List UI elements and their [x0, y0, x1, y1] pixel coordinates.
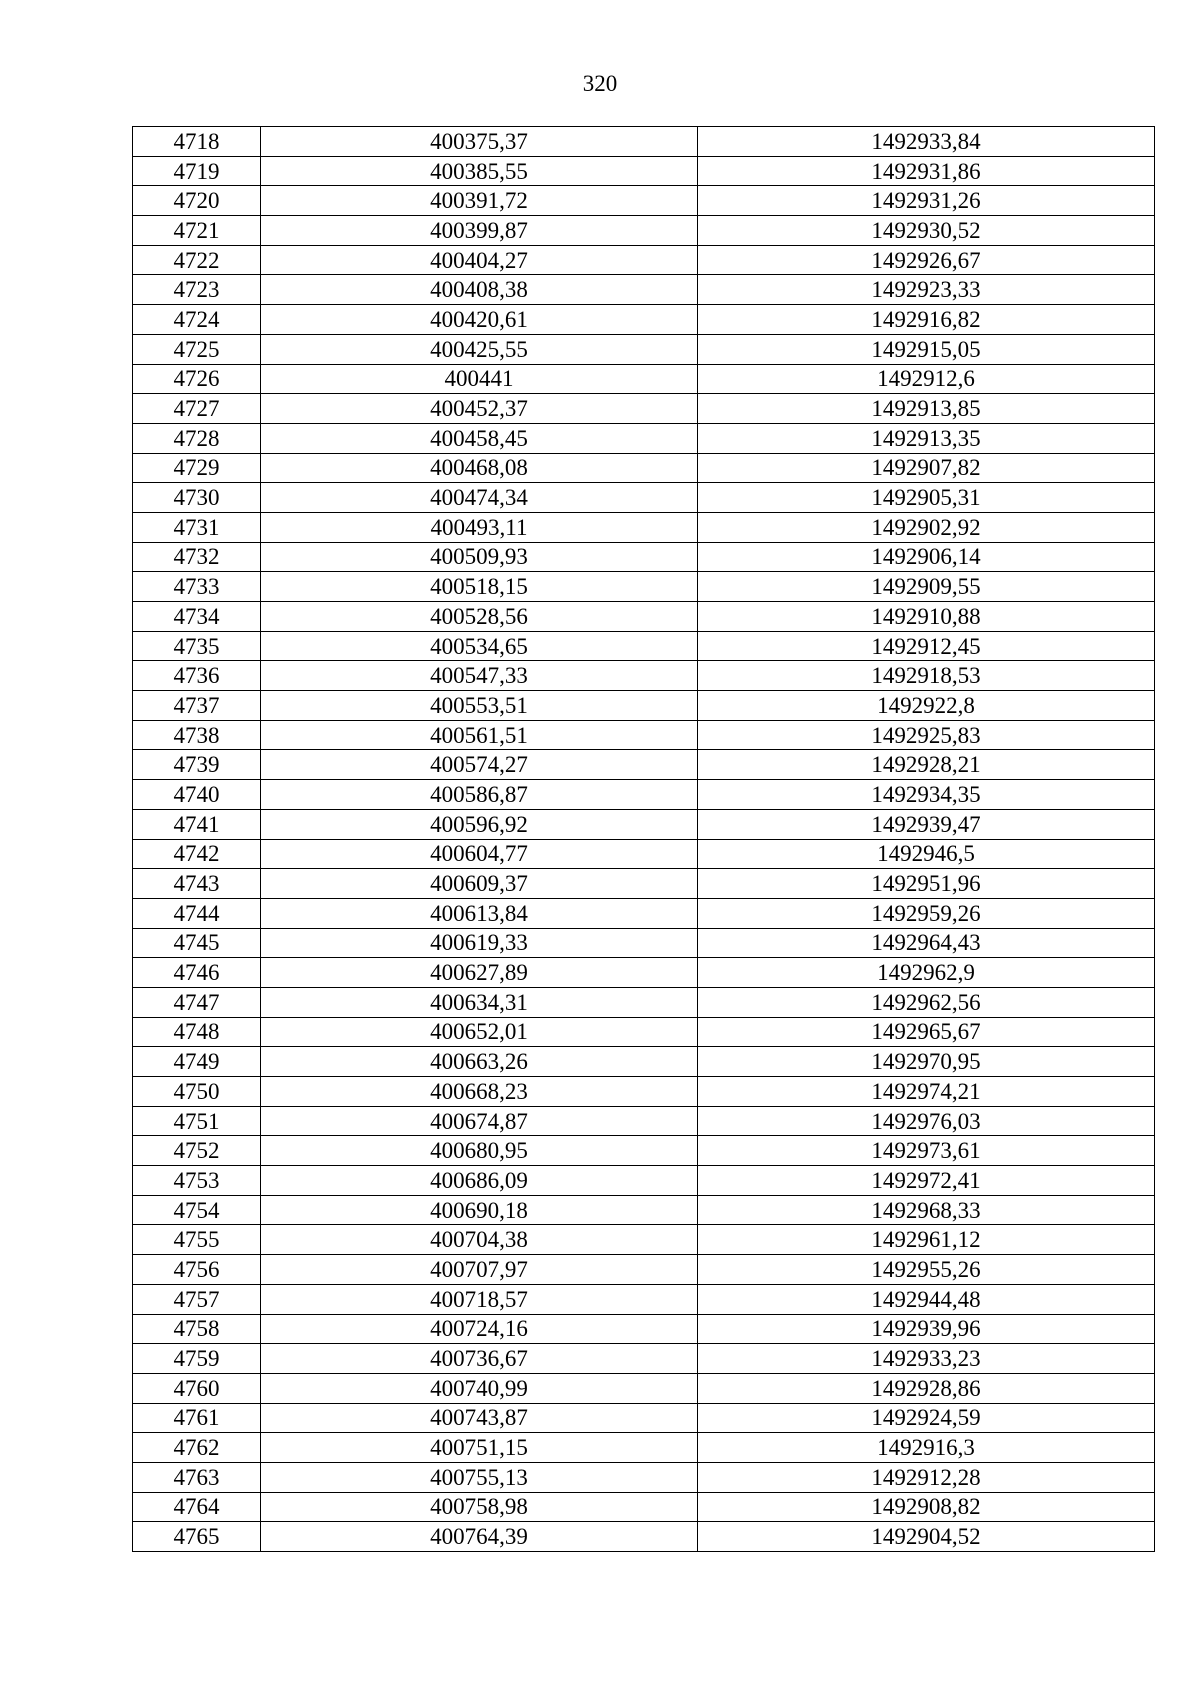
- x-coordinate-cell: 400707,97: [261, 1255, 698, 1285]
- x-coordinate-cell: 400391,72: [261, 186, 698, 216]
- point-number-cell: 4762: [133, 1433, 261, 1463]
- point-number-cell: 4726: [133, 364, 261, 394]
- table-row: [133, 483, 1155, 513]
- y-coordinate-cell: 1492964,43: [698, 928, 1155, 958]
- x-coordinate-cell: 400574,27: [261, 750, 698, 780]
- table-row: [133, 1047, 1155, 1077]
- table-row: [133, 216, 1155, 246]
- table-row: [133, 1284, 1155, 1314]
- y-coordinate-cell: 1492965,67: [698, 1017, 1155, 1047]
- table-row: [133, 1492, 1155, 1522]
- point-number-cell: 4765: [133, 1522, 261, 1552]
- y-coordinate-cell: 1492912,28: [698, 1462, 1155, 1492]
- x-coordinate-cell: 400668,23: [261, 1077, 698, 1107]
- table-row: [133, 691, 1155, 721]
- x-coordinate-cell: 400474,34: [261, 483, 698, 513]
- table-row: [133, 1077, 1155, 1107]
- table-row: [133, 869, 1155, 899]
- x-coordinate-cell: 400619,33: [261, 928, 698, 958]
- y-coordinate-cell: 1492924,59: [698, 1403, 1155, 1433]
- x-coordinate-cell: 400561,51: [261, 720, 698, 750]
- x-coordinate-cell: 400553,51: [261, 691, 698, 721]
- y-coordinate-cell: 1492918,53: [698, 661, 1155, 691]
- y-coordinate-cell: 1492905,31: [698, 483, 1155, 513]
- point-number-cell: 4751: [133, 1106, 261, 1136]
- y-coordinate-cell: 1492923,33: [698, 275, 1155, 305]
- y-coordinate-cell: 1492916,82: [698, 305, 1155, 335]
- x-coordinate-cell: 400452,37: [261, 394, 698, 424]
- y-coordinate-cell: 1492959,26: [698, 898, 1155, 928]
- y-coordinate-cell: 1492904,52: [698, 1522, 1155, 1552]
- table-row: [133, 1017, 1155, 1047]
- table-row: [133, 542, 1155, 572]
- point-number-cell: 4742: [133, 839, 261, 869]
- x-coordinate-cell: 400441: [261, 364, 698, 394]
- y-coordinate-cell: 1492909,55: [698, 572, 1155, 602]
- table-row: [133, 453, 1155, 483]
- y-coordinate-cell: 1492907,82: [698, 453, 1155, 483]
- x-coordinate-cell: 400385,55: [261, 156, 698, 186]
- y-coordinate-cell: 1492922,8: [698, 691, 1155, 721]
- y-coordinate-cell: 1492955,26: [698, 1255, 1155, 1285]
- x-coordinate-cell: 400604,77: [261, 839, 698, 869]
- y-coordinate-cell: 1492976,03: [698, 1106, 1155, 1136]
- y-coordinate-cell: 1492913,35: [698, 423, 1155, 453]
- y-coordinate-cell: 1492912,45: [698, 631, 1155, 661]
- y-coordinate-cell: 1492928,86: [698, 1373, 1155, 1403]
- point-number-cell: 4743: [133, 869, 261, 899]
- table-row: [133, 334, 1155, 364]
- x-coordinate-cell: 400686,09: [261, 1166, 698, 1196]
- table-row: [133, 156, 1155, 186]
- table-row: [133, 423, 1155, 453]
- table-row: [133, 1166, 1155, 1196]
- y-coordinate-cell: 1492939,47: [698, 809, 1155, 839]
- table-row: [133, 127, 1155, 157]
- point-number-cell: 4764: [133, 1492, 261, 1522]
- y-coordinate-cell: 1492968,33: [698, 1195, 1155, 1225]
- table-row: [133, 602, 1155, 632]
- x-coordinate-cell: 400743,87: [261, 1403, 698, 1433]
- point-number-cell: 4721: [133, 216, 261, 246]
- point-number-cell: 4747: [133, 987, 261, 1017]
- y-coordinate-cell: 1492951,96: [698, 869, 1155, 899]
- x-coordinate-cell: 400528,56: [261, 602, 698, 632]
- x-coordinate-cell: 400458,45: [261, 423, 698, 453]
- table-row: [133, 186, 1155, 216]
- y-coordinate-cell: 1492933,84: [698, 127, 1155, 157]
- y-coordinate-cell: 1492961,12: [698, 1225, 1155, 1255]
- x-coordinate-cell: 400724,16: [261, 1314, 698, 1344]
- table-row: [133, 572, 1155, 602]
- point-number-cell: 4736: [133, 661, 261, 691]
- point-number-cell: 4739: [133, 750, 261, 780]
- point-number-cell: 4732: [133, 542, 261, 572]
- y-coordinate-cell: 1492926,67: [698, 245, 1155, 275]
- coordinates-table-body: [133, 127, 1155, 1552]
- table-row: [133, 1106, 1155, 1136]
- y-coordinate-cell: 1492912,6: [698, 364, 1155, 394]
- table-row: [133, 305, 1155, 335]
- point-number-cell: 4730: [133, 483, 261, 513]
- point-number-cell: 4719: [133, 156, 261, 186]
- table-row: [133, 1344, 1155, 1374]
- x-coordinate-cell: 400518,15: [261, 572, 698, 602]
- x-coordinate-cell: 400509,93: [261, 542, 698, 572]
- x-coordinate-cell: 400493,11: [261, 512, 698, 542]
- table-row: [133, 720, 1155, 750]
- point-number-cell: 4738: [133, 720, 261, 750]
- point-number-cell: 4744: [133, 898, 261, 928]
- x-coordinate-cell: 400674,87: [261, 1106, 698, 1136]
- point-number-cell: 4725: [133, 334, 261, 364]
- x-coordinate-cell: 400627,89: [261, 958, 698, 988]
- point-number-cell: 4757: [133, 1284, 261, 1314]
- x-coordinate-cell: 400420,61: [261, 305, 698, 335]
- x-coordinate-cell: 400704,38: [261, 1225, 698, 1255]
- y-coordinate-cell: 1492962,9: [698, 958, 1155, 988]
- y-coordinate-cell: 1492944,48: [698, 1284, 1155, 1314]
- point-number-cell: 4750: [133, 1077, 261, 1107]
- y-coordinate-cell: 1492933,23: [698, 1344, 1155, 1374]
- point-number-cell: 4720: [133, 186, 261, 216]
- table-row: [133, 809, 1155, 839]
- table-row: [133, 631, 1155, 661]
- point-number-cell: 4740: [133, 780, 261, 810]
- point-number-cell: 4737: [133, 691, 261, 721]
- x-coordinate-cell: 400534,65: [261, 631, 698, 661]
- point-number-cell: 4718: [133, 127, 261, 157]
- y-coordinate-cell: 1492915,05: [698, 334, 1155, 364]
- x-coordinate-cell: 400408,38: [261, 275, 698, 305]
- point-number-cell: 4728: [133, 423, 261, 453]
- table-row: [133, 898, 1155, 928]
- x-coordinate-cell: 400586,87: [261, 780, 698, 810]
- point-number-cell: 4761: [133, 1403, 261, 1433]
- x-coordinate-cell: 400755,13: [261, 1462, 698, 1492]
- table-row: [133, 1462, 1155, 1492]
- point-number-cell: 4724: [133, 305, 261, 335]
- point-number-cell: 4749: [133, 1047, 261, 1077]
- y-coordinate-cell: 1492928,21: [698, 750, 1155, 780]
- x-coordinate-cell: 400680,95: [261, 1136, 698, 1166]
- y-coordinate-cell: 1492916,3: [698, 1433, 1155, 1463]
- y-coordinate-cell: 1492930,52: [698, 216, 1155, 246]
- x-coordinate-cell: 400758,98: [261, 1492, 698, 1522]
- y-coordinate-cell: 1492910,88: [698, 602, 1155, 632]
- point-number-cell: 4727: [133, 394, 261, 424]
- table-row: [133, 1403, 1155, 1433]
- point-number-cell: 4753: [133, 1166, 261, 1196]
- table-row: [133, 245, 1155, 275]
- table-row: [133, 1255, 1155, 1285]
- point-number-cell: 4722: [133, 245, 261, 275]
- y-coordinate-cell: 1492908,82: [698, 1492, 1155, 1522]
- point-number-cell: 4763: [133, 1462, 261, 1492]
- x-coordinate-cell: 400547,33: [261, 661, 698, 691]
- y-coordinate-cell: 1492902,92: [698, 512, 1155, 542]
- coordinates-table: [132, 126, 1155, 1552]
- x-coordinate-cell: 400740,99: [261, 1373, 698, 1403]
- table-row: [133, 958, 1155, 988]
- y-coordinate-cell: 1492962,56: [698, 987, 1155, 1017]
- x-coordinate-cell: 400718,57: [261, 1284, 698, 1314]
- point-number-cell: 4760: [133, 1373, 261, 1403]
- table-row: [133, 394, 1155, 424]
- x-coordinate-cell: 400652,01: [261, 1017, 698, 1047]
- x-coordinate-cell: 400609,37: [261, 869, 698, 899]
- x-coordinate-cell: 400399,87: [261, 216, 698, 246]
- point-number-cell: 4755: [133, 1225, 261, 1255]
- point-number-cell: 4756: [133, 1255, 261, 1285]
- y-coordinate-cell: 1492906,14: [698, 542, 1155, 572]
- table-row: [133, 1195, 1155, 1225]
- y-coordinate-cell: 1492931,86: [698, 156, 1155, 186]
- x-coordinate-cell: 400613,84: [261, 898, 698, 928]
- point-number-cell: 4748: [133, 1017, 261, 1047]
- x-coordinate-cell: 400596,92: [261, 809, 698, 839]
- table-row: [133, 928, 1155, 958]
- table-row: [133, 1522, 1155, 1552]
- point-number-cell: 4752: [133, 1136, 261, 1166]
- table-row: [133, 750, 1155, 780]
- table-row: [133, 661, 1155, 691]
- point-number-cell: 4729: [133, 453, 261, 483]
- table-row: [133, 839, 1155, 869]
- point-number-cell: 4745: [133, 928, 261, 958]
- y-coordinate-cell: 1492931,26: [698, 186, 1155, 216]
- y-coordinate-cell: 1492970,95: [698, 1047, 1155, 1077]
- x-coordinate-cell: 400375,37: [261, 127, 698, 157]
- y-coordinate-cell: 1492946,5: [698, 839, 1155, 869]
- table-row: [133, 1225, 1155, 1255]
- x-coordinate-cell: 400764,39: [261, 1522, 698, 1552]
- x-coordinate-cell: 400751,15: [261, 1433, 698, 1463]
- table-row: [133, 364, 1155, 394]
- point-number-cell: 4734: [133, 602, 261, 632]
- point-number-cell: 4735: [133, 631, 261, 661]
- table-row: [133, 1136, 1155, 1166]
- y-coordinate-cell: 1492973,61: [698, 1136, 1155, 1166]
- y-coordinate-cell: 1492972,41: [698, 1166, 1155, 1196]
- point-number-cell: 4746: [133, 958, 261, 988]
- table-row: [133, 780, 1155, 810]
- y-coordinate-cell: 1492939,96: [698, 1314, 1155, 1344]
- point-number-cell: 4731: [133, 512, 261, 542]
- point-number-cell: 4758: [133, 1314, 261, 1344]
- y-coordinate-cell: 1492913,85: [698, 394, 1155, 424]
- x-coordinate-cell: 400736,67: [261, 1344, 698, 1374]
- point-number-cell: 4759: [133, 1344, 261, 1374]
- y-coordinate-cell: 1492974,21: [698, 1077, 1155, 1107]
- x-coordinate-cell: 400404,27: [261, 245, 698, 275]
- table-row: [133, 1433, 1155, 1463]
- point-number-cell: 4723: [133, 275, 261, 305]
- point-number-cell: 4741: [133, 809, 261, 839]
- x-coordinate-cell: 400425,55: [261, 334, 698, 364]
- point-number-cell: 4754: [133, 1195, 261, 1225]
- x-coordinate-cell: 400663,26: [261, 1047, 698, 1077]
- table-row: [133, 512, 1155, 542]
- x-coordinate-cell: 400690,18: [261, 1195, 698, 1225]
- point-number-cell: 4733: [133, 572, 261, 602]
- x-coordinate-cell: 400468,08: [261, 453, 698, 483]
- y-coordinate-cell: 1492925,83: [698, 720, 1155, 750]
- table-row: [133, 275, 1155, 305]
- y-coordinate-cell: 1492934,35: [698, 780, 1155, 810]
- table-row: [133, 1314, 1155, 1344]
- table-row: [133, 987, 1155, 1017]
- x-coordinate-cell: 400634,31: [261, 987, 698, 1017]
- table-row: [133, 1373, 1155, 1403]
- page-number: 320: [582, 71, 618, 96]
